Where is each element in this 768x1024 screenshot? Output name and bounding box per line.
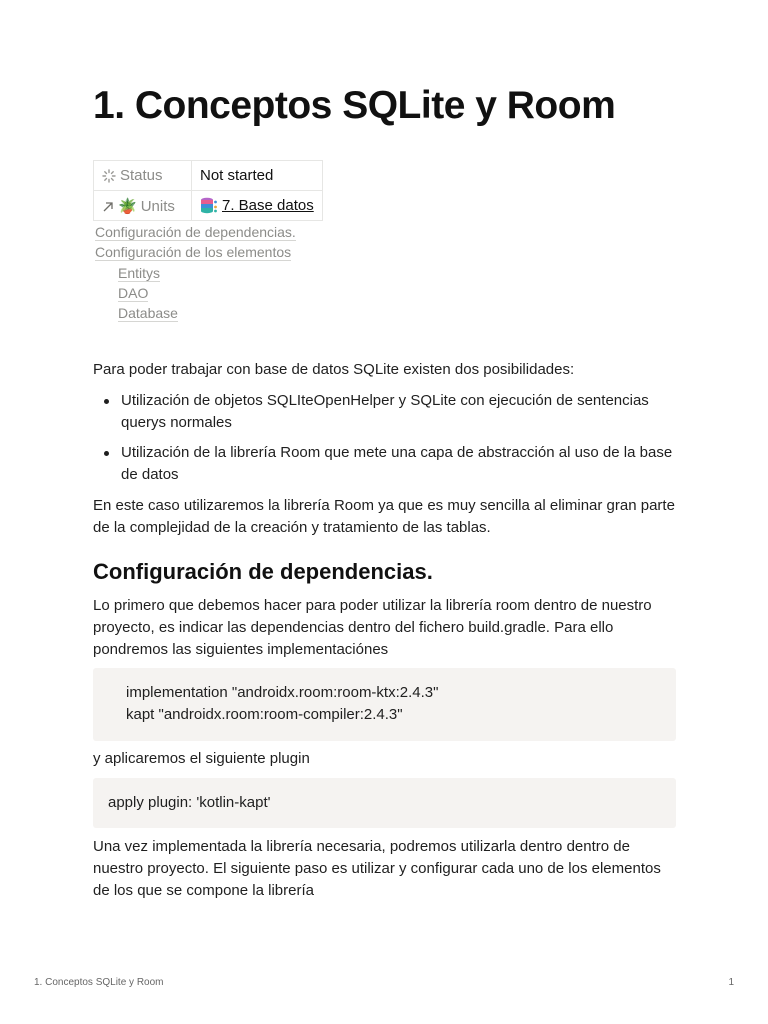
property-key-units — [94, 191, 192, 221]
dependencies-paragraph: Lo primero que debemos hacer para poder utilizar la librería room dentro de nuestro proyecto, es indicar las dependencias dentro del fichero build.gradle. Para ello pondremos las siguientes implementaciónes — [93, 597, 652, 658]
toc-item-elementos[interactable]: Configuración de los elementos — [95, 244, 292, 261]
footer-document-title: 1. Conceptos SQLite y Room — [34, 977, 164, 988]
plugin-paragraph: y aplicaremos el siguiente plugin — [93, 750, 310, 767]
toc-item-dependencias[interactable]: Configuración de dependencias. — [95, 224, 296, 240]
section-heading-dependencias: Configuración de dependencias. — [93, 559, 433, 584]
property-key-label: Units — [140, 197, 175, 215]
property-row-units[interactable] — [94, 191, 323, 221]
toc-subitem-entitys[interactable]: Entitys — [118, 264, 161, 281]
code-block-plugin[interactable] — [93, 778, 676, 828]
property-value-status[interactable]: Not started — [192, 161, 323, 191]
relation-arrow-icon — [102, 201, 114, 213]
list-item: Utilización de objetos SQLIteOpenHelper y SQLite con ejecución de sentencias querys normales — [93, 390, 676, 434]
loading-spinner-icon — [102, 169, 116, 183]
property-value-units[interactable] — [192, 191, 323, 221]
final-paragraph: Una vez implementada la librería necesaria, podremos utilizarla dentro dentro de nuestro proyecto. El siguiente paso es utilizar y configurar cada uno de los elementos de los que se compone la librería — [93, 838, 661, 899]
code-block-dependencies[interactable] — [93, 668, 676, 741]
intro-paragraph: Para poder trabajar con base de datos SQLite existen dos posibilidades: — [93, 361, 575, 378]
properties-table — [93, 160, 323, 221]
units-relation-link[interactable]: 7. Base datos — [222, 196, 314, 214]
list-item: Utilización de la librería Room que mete una capa de abstracción al uso de la base de datos — [93, 442, 676, 486]
database-icon — [200, 197, 218, 214]
table-of-contents — [95, 222, 296, 323]
plant-emoji-icon: 🪴 — [118, 197, 137, 215]
toc-subitem-database[interactable]: Database — [118, 305, 178, 322]
property-key-status — [94, 161, 192, 191]
toc-subitem-dao[interactable]: DAO — [118, 284, 149, 301]
options-bullet-list — [93, 390, 676, 494]
room-paragraph: En este caso utilizaremos la librería Room ya que es muy sencilla al eliminar gran parte de la complejidad de la creación y tratamiento de las tablas. — [93, 497, 675, 536]
property-row-status[interactable] — [94, 161, 323, 191]
code-line: kapt "androidx.room:room-compiler:2.4.3" — [126, 706, 403, 723]
page-title: 1. Conceptos SQLite y Room — [93, 84, 616, 127]
code-line: apply plugin: 'kotlin-kapt' — [108, 794, 271, 811]
property-key-label: Status — [120, 167, 163, 184]
footer-page-number: 1 — [728, 977, 734, 988]
code-line: implementation "androidx.room:room-ktx:2.4.3" — [126, 684, 439, 701]
